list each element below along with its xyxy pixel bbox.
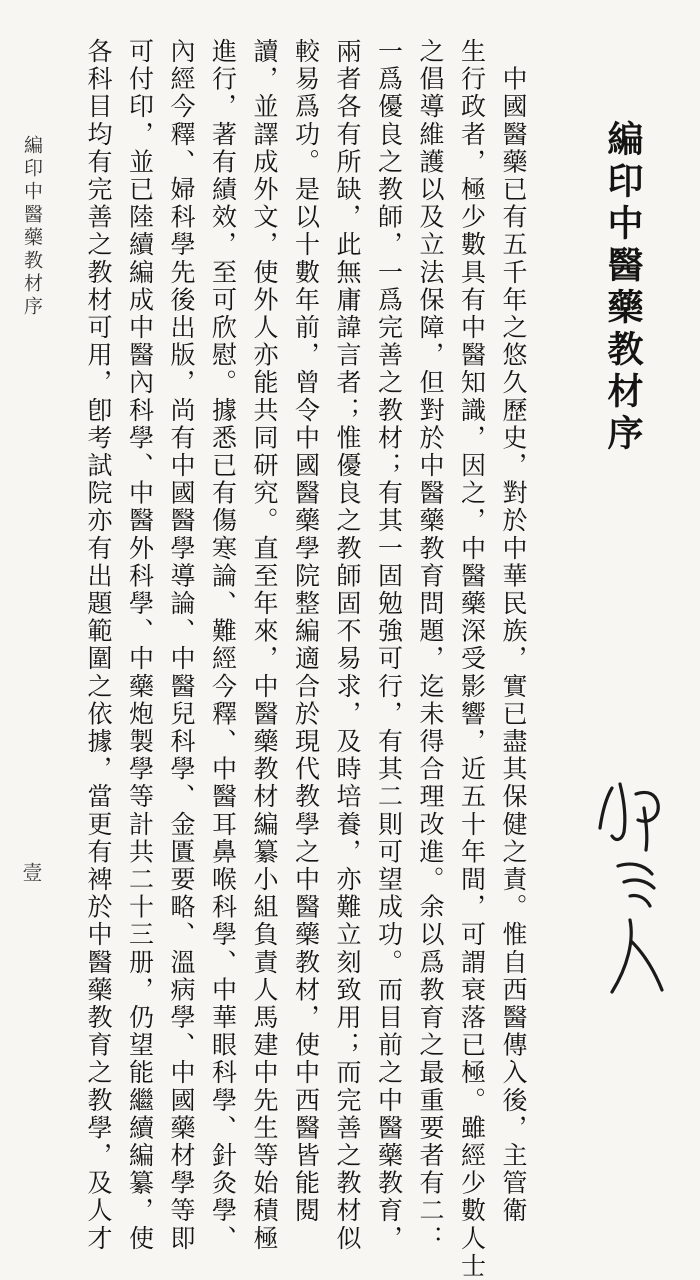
- page-title: 編印中醫藥教材序: [602, 120, 644, 456]
- text-column: 內經今釋、婦科學先後出版，尚有中國醫學導論、中醫兒科學、金匱要略、溫病學、中國藥材學等即: [167, 38, 196, 1253]
- text-column: 一爲優良之教師，一爲完善之教材；有其一固勉強可行，有其二則可望成功。而目前之中醫藥教育，: [374, 38, 404, 1253]
- text-column: 兩者各有所缺，此無庸諱言者；惟優良之教師固不易求，及時培養，亦難立刻致用；而完善之教材似: [333, 38, 362, 1253]
- running-title: 編印中醫藥教材序: [21, 135, 43, 319]
- text-column: 之倡導維護以及立法保障，但對於中醫藥教育問題，迄未得合理改進。余以爲教育之最重要者有二：: [416, 38, 445, 1253]
- text-column: 各科目均有完善之教材可用，卽考試院亦有出題範圍之依據，當更有裨於中醫藥教育之教學，及人才: [84, 38, 113, 1253]
- preface-body: [54, 38, 534, 1280]
- page-number: 壹: [19, 862, 43, 882]
- text-column: 生行政者，極少數具有中醫知識，因之，中醫藥深受影響，近五十年間，可謂衰落已極。雖經少數人士: [457, 38, 487, 1280]
- text-column: 中國醫藥已有五千年之悠久歷史，對於中華民族，實已盡其保健之責。惟自西醫傳入後，主管衛: [499, 38, 528, 1225]
- text-column: 讀，並譯成外文，使外人亦能共同研究。直至年來，中醫藥教材編纂小組負責人馬建中先生等始積極: [250, 38, 279, 1253]
- handwritten-signature: [590, 770, 670, 1005]
- text-column: 進行，著有績效，至可欣慰。據悉已有傷寒論、難經今釋、中醫耳鼻喉科學、中華眼科學、針灸學、: [208, 38, 238, 1253]
- text-column: 較易爲功。是以十數年前，曾令中國醫藥學院整編適合於現代教學之中醫藥教材，使中西醫皆能閱: [291, 38, 321, 1225]
- text-column: 可付印，並已陸續編成中醫內科學、中醫外科學、中藥炮製學等計共二十三册，仍望能繼續編纂，使: [125, 38, 155, 1253]
